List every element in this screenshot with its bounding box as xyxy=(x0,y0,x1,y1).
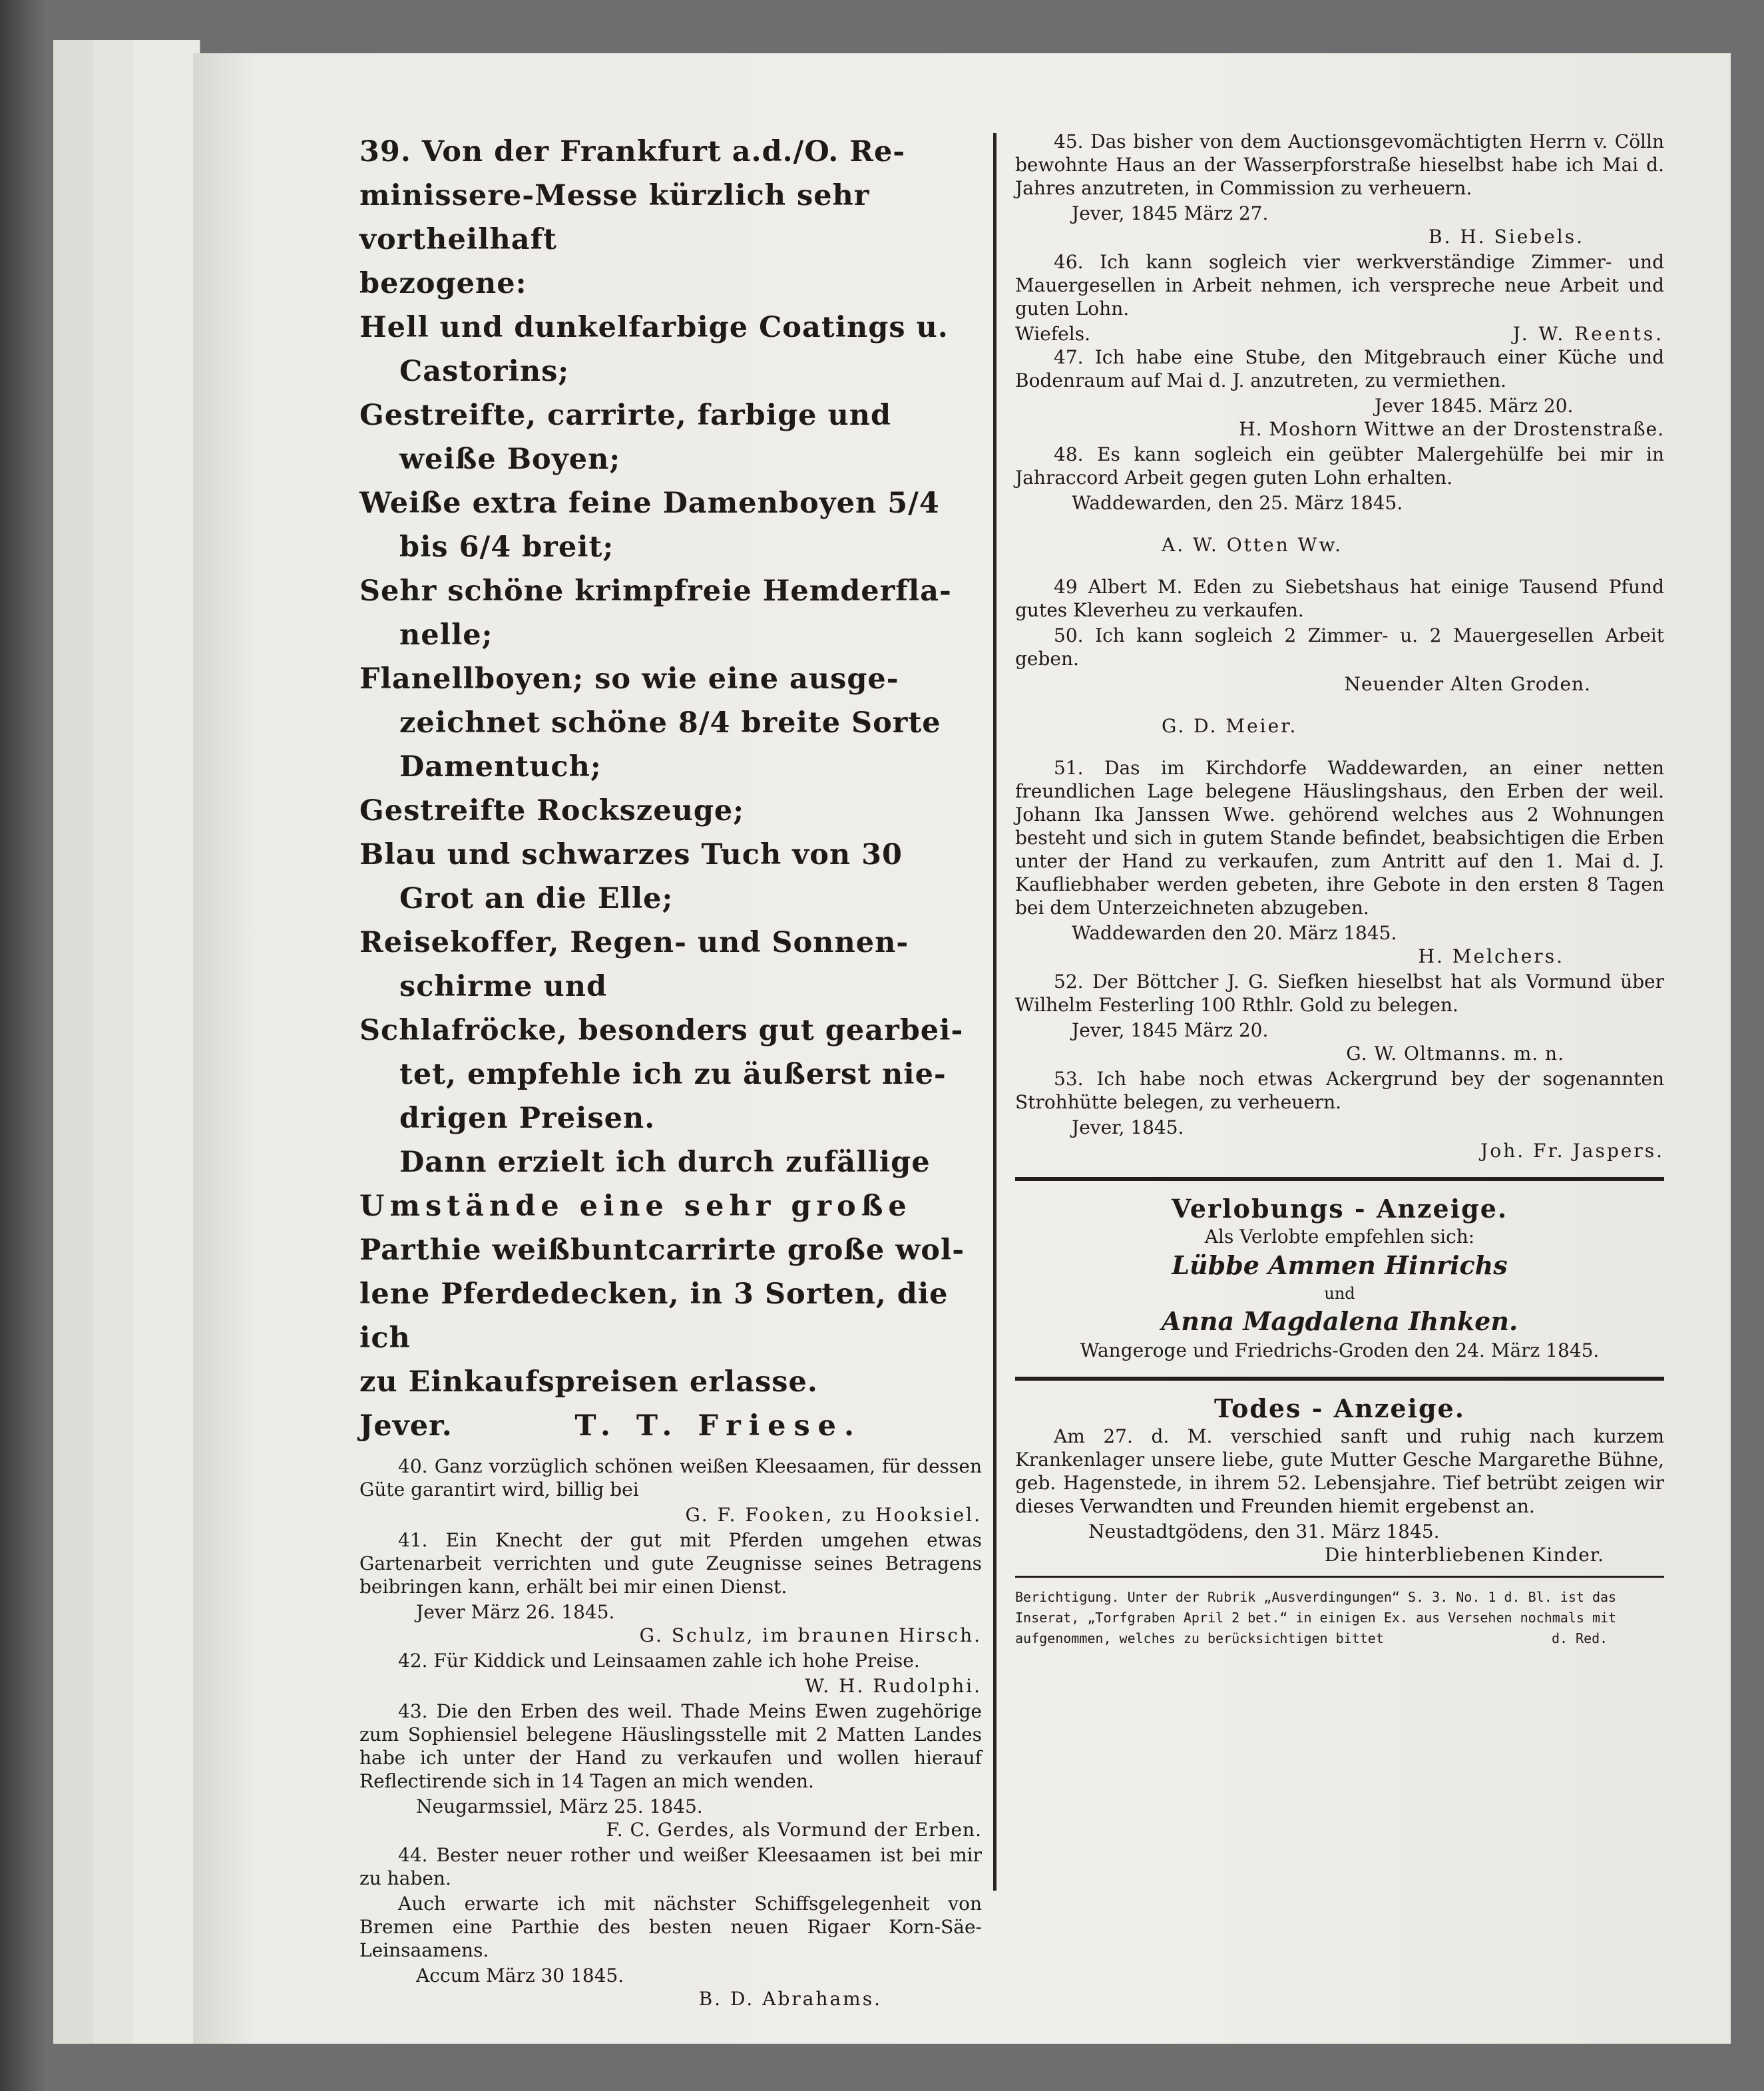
section-rule xyxy=(1015,1576,1664,1578)
ad-41-date: Jever März 26. 1845. xyxy=(416,1601,615,1623)
ad-45-signature: B. H. Siebels. xyxy=(1428,226,1584,248)
death-title: Todes - Anzeige. xyxy=(1214,1393,1465,1423)
death-date: Neustadtgödens, den 31. März 1845. xyxy=(1088,1520,1440,1542)
engagement-name-2: Anna Magdalena Ihnken. xyxy=(1161,1306,1518,1336)
item-line: Gestreifte, carrirte, farbige und xyxy=(359,399,892,432)
ad-41-text: 41. Ein Knecht der gut mit Pferden umgehen etwas Gartenarbeit verrichten und gute Zeugnisse seines Betragens beibringen kann, erhält bei mir einen Dienst. xyxy=(359,1529,982,1598)
ad-52-signature: G. W. Oltmanns. m. n. xyxy=(1346,1043,1564,1064)
item-line: Damentuch; xyxy=(399,750,602,784)
ad-44-text-2: Auch erwarte ich mit nächster Schiffsgelegenheit von Bremen eine Parthie des besten neuen Rigaer Korn-Säe-Leinsaamens. xyxy=(359,1893,982,1961)
small-ads-left xyxy=(359,1455,982,2010)
ad-39-item xyxy=(359,833,982,921)
page-stack-edge xyxy=(133,40,200,2044)
engagement-notice xyxy=(1015,1193,1664,1362)
ad-51-date: Waddewarden den 20. März 1845. xyxy=(1072,922,1397,944)
item-line: drigen Preisen. xyxy=(399,1102,656,1135)
ad-39-item xyxy=(359,306,982,393)
item-line: Reisekoffer, Regen- und Sonnen- xyxy=(359,926,909,959)
ad-48-text: 48. Es kann sogleich ein geübter Malergehülfe bei mir in Jahraccord Arbeit gegen guten Lohn erhalten. xyxy=(1015,443,1664,489)
item-line: weiße Boyen; xyxy=(399,443,621,476)
correction-signature: d. Red. xyxy=(1551,1630,1608,1646)
ad-39-signature: T. T. Friese. xyxy=(574,1409,862,1443)
engagement-name-1: Lübbe Ammen Hinrichs xyxy=(1172,1250,1508,1280)
ad-39-tail-line: lene Pferdedecken, in 3 Sorten, die ich xyxy=(359,1278,949,1355)
ad-39-tail-line: Umstände eine sehr große xyxy=(359,1190,912,1223)
ad-39-tail-line: zu Einkaufspreisen erlasse. xyxy=(359,1365,818,1399)
ad-39-item xyxy=(359,921,982,1009)
item-line: tet, empfehle ich zu äußerst nie- xyxy=(399,1058,947,1091)
ad-42-text: 42. Für Kiddick und Leinsaamen zahle ich hohe Preise. xyxy=(398,1650,920,1672)
ad-39-tail-line: Dann erzielt ich durch zufällige xyxy=(399,1146,931,1179)
death-signature: Die hinterbliebenen Kinder. xyxy=(1324,1544,1604,1566)
ad-48-date: Waddewarden, den 25. März 1845. xyxy=(1072,492,1403,514)
ad-47-date: Jever 1845. März 20. xyxy=(1375,395,1574,417)
correction-text: Berichtigung. Unter der Rubrik „Ausverdingungen“ S. 3. No. 1 d. Bl. ist das Inserat, „Torfgraben April 2 bet.“ in einigen Ex. aus Versehen nochmals mit aufgenommen, welches zu berücksichtigen bittet xyxy=(1015,1589,1617,1646)
ad-51-text: 51. Das im Kirchdorfe Waddewarden, an einer netten freundlichen Lage belegene Häuslingshaus, den Erben der weil. Johann Ika Janssen Wwe. gehörend welches aus 2 Wohnungen besteht und sich in gutem Stande befindet, beabsichtigen die Erben unter der Hand zu verkaufen, zum Antritt auf den 1. Mai d. J. Kaufliebhaber werden gebeten, ihre Gebote in den ersten 8 Tagen bei dem Unterzeichneten abzugeben. xyxy=(1015,757,1664,919)
ad-39-tail-line: Parthie weißbuntcarrirte große wol- xyxy=(359,1234,965,1267)
ad-51-signature: H. Melchers. xyxy=(1418,945,1564,967)
ad-48-signature: A. W. Otten Ww. xyxy=(1162,534,1343,556)
item-line: zeichnet schöne 8/4 breite Sorte xyxy=(399,706,941,740)
item-line: schirme und xyxy=(399,970,608,1003)
item-line: Gestreifte Rockszeuge; xyxy=(359,794,745,827)
engagement-place-date: Wangeroge und Friedrichs-Groden den 24. März 1845. xyxy=(1080,1339,1600,1361)
ad-47-text: 47. Ich habe eine Stube, den Mitgebrauch einer Küche und Bodenraum auf Mai d. J. anzutreten, zu vermiethen. xyxy=(1015,346,1664,391)
ad-46-text: 46. Ich kann sogleich vier werkverständige Zimmer- und Mauergesellen in Arbeit nehmen, ich verspreche neue Arbeit und guten Lohn. xyxy=(1015,251,1664,320)
engagement-title: Verlobungs - Anzeige. xyxy=(1171,1194,1508,1224)
ad-39-item xyxy=(359,393,982,481)
ad-39-item xyxy=(359,657,982,789)
ad-39-item xyxy=(359,569,982,657)
ad-47-signature: H. Moshorn Wittwe an der Drostenstraße. xyxy=(1239,418,1664,440)
correction-notice xyxy=(1015,1587,1664,1649)
item-line: Weiße extra feine Damenboyen 5/4 xyxy=(359,487,940,520)
section-rule xyxy=(1015,1377,1664,1381)
ad-44-date: Accum März 30 1845. xyxy=(416,1965,624,1986)
left-column xyxy=(359,130,982,2012)
ad-53-text: 53. Ich habe noch etwas Ackergrund bey der sogenannten Strohhütte belegen, zu verheuern. xyxy=(1015,1068,1664,1113)
ad-46-footer xyxy=(1015,322,1664,346)
ad-43-date: Neugarmssiel, März 25. 1845. xyxy=(416,1795,703,1817)
ad-39-item xyxy=(359,789,982,833)
ad-41-signature: G. Schulz, im braunen Hirsch. xyxy=(639,1624,982,1646)
item-line: bis 6/4 breit; xyxy=(399,531,614,564)
engagement-intro: Als Verlobte empfehlen sich: xyxy=(1204,1226,1475,1248)
ad-49-text: 49 Albert M. Eden zu Siebetshaus hat einige Tausend Pfund gutes Kleverheu zu verkaufen. xyxy=(1015,576,1664,621)
death-notice xyxy=(1015,1393,1664,1566)
ad-39-place: Jever. xyxy=(359,1409,453,1443)
ad-39-item xyxy=(359,1009,982,1140)
ad-46-place: Wiefels. xyxy=(1015,323,1090,345)
ad-53-signature: Joh. Fr. Jaspers. xyxy=(1480,1140,1664,1162)
item-line: Castorins; xyxy=(399,355,570,388)
ad-39 xyxy=(359,130,982,1448)
ad-43-signature: F. C. Gerdes, als Vormund der Erben. xyxy=(606,1819,982,1841)
column-divider xyxy=(993,133,996,1891)
ad-39-head-line: bezogene: xyxy=(359,267,527,300)
item-line: Hell und dunkelfarbige Coatings u. xyxy=(359,311,949,344)
item-line: Grot an die Elle; xyxy=(399,882,674,915)
ad-40-signature: G. F. Fooken, zu Hooksiel. xyxy=(685,1504,982,1526)
ad-39-item xyxy=(359,481,982,569)
ad-45-text: 45. Das bisher von dem Auctionsgevomächtigten Herrn v. Cölln bewohnte Haus an der Wasserpforstraße hieselbst habe ich Mai d. Jahres anzutreten, in Commission zu verheuern. xyxy=(1015,130,1664,199)
ad-44-signature: B. D. Abrahams. xyxy=(698,1988,882,2010)
ad-50-signature: G. D. Meier. xyxy=(1162,715,1298,737)
ad-43-text: 43. Die den Erben des weil. Thade Meins Ewen zugehörige zum Sophiensiel belegene Häuslingsstelle mit 2 Matten Landes habe ich unter der Hand zu verkaufen und wollen hierauf Reflectirende sich in 14 Tagen an mich wenden. xyxy=(359,1700,982,1792)
item-line: Sehr schöne krimpfreie Hemderfla- xyxy=(359,575,952,608)
ad-50-place: Neuender Alten Groden. xyxy=(1344,673,1591,695)
ad-46-signature: J. W. Reents. xyxy=(1512,323,1664,345)
ad-39-head-line: minissere-Messe kürzlich sehr vortheilhaft xyxy=(359,179,870,256)
ad-45-date: Jever, 1845 März 27. xyxy=(1072,202,1269,224)
right-column xyxy=(1015,130,1664,1649)
ad-39-footer xyxy=(359,1404,982,1448)
engagement-and: und xyxy=(1324,1284,1355,1303)
section-rule xyxy=(1015,1177,1664,1181)
item-line: Blau und schwarzes Tuch von 30 xyxy=(359,838,903,871)
ad-44-text: 44. Bester neuer rother und weißer Kleesaamen ist bei mir zu haben. xyxy=(359,1844,982,1889)
item-line: Schlafröcke, besonders gut gearbei- xyxy=(359,1014,964,1047)
ad-39-head-line: 39. Von der Frankfurt a.d./O. Re- xyxy=(359,135,906,168)
item-line: Flanellboyen; so wie eine ausge- xyxy=(359,662,899,696)
ad-42-signature: W. H. Rudolphi. xyxy=(805,1675,982,1697)
ad-40-text: 40. Ganz vorzüglich schönen weißen Kleesaamen, für dessen Güte garantirt wird, billig bei xyxy=(359,1455,982,1501)
ad-53-date: Jever, 1845. xyxy=(1072,1116,1184,1138)
ad-52-date: Jever, 1845 März 20. xyxy=(1072,1019,1269,1041)
item-line: nelle; xyxy=(399,618,493,652)
death-text: Am 27. d. M. verschied sanft und ruhig nach kurzem Krankenlager unsere liebe, gute Mutter Gesche Margarethe Bühne, geb. Hagenstede, in ihrem 52. Lebensjahre. Tief betrübt zeigen wir dieses Verwandten und Freunden hiemit ergebenst an. xyxy=(1015,1425,1664,1517)
ad-50-text: 50. Ich kann sogleich 2 Zimmer- u. 2 Mauergesellen Arbeit geben. xyxy=(1015,624,1664,670)
ad-52-text: 52. Der Böttcher J. G. Siefken hieselbst hat als Vormund über Wilhelm Festerling 100 Rthlr. Gold zu belegen. xyxy=(1015,971,1664,1016)
